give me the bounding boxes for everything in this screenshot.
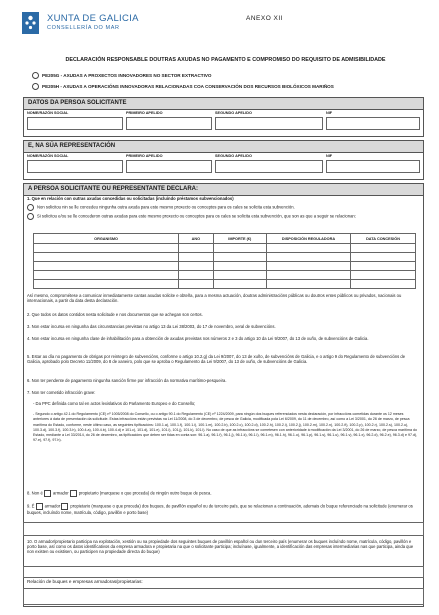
relation-input[interactable]: [23, 588, 424, 605]
commitment-text: Así mesmo, comprométese a comunicar inmediatamente cantas axudas solicite e obteña, para a mesma actuación, doutras administracións públicas ou doutros entes públicos ou privados, nacionais ou internacionais, a partir da data desta declaración.: [27, 293, 402, 304]
propietario-checkbox[interactable]: [70, 490, 77, 497]
declaration-item-3: 3. Non estar incursa en ningunha das circunstancias previstas no artigo 13 da Lei 38/2003, do 17 de novembro, xeral de subvencións.: [27, 324, 276, 329]
form-title: DECLARACIÓN RESPONSABLE DOUTRAS AXUDAS NO PAGAMENTO E COMPROMISO DO REQUISITO DE ADMISIBILIDADE: [65, 57, 386, 63]
checkbox-label: armador: [44, 503, 61, 509]
checkbox-label: propietario: [78, 490, 99, 496]
field-label: NOME/RAZÓN SOCIAL: [27, 111, 69, 115]
field-label: SEGUNDO APELIDO: [215, 154, 252, 158]
table-row[interactable]: [34, 280, 416, 289]
radio-icon[interactable]: [32, 83, 39, 90]
item-text: (marquese o que proceda) de ningún outro buque de pesca.: [99, 490, 212, 496]
propietario-checkbox[interactable]: [61, 503, 68, 510]
radio-icon[interactable]: [27, 204, 34, 211]
table-header: DATA CONCESIÓN: [351, 234, 416, 244]
declaration-item-8: [27, 490, 420, 497]
rep-nif-field[interactable]: [326, 160, 420, 173]
declaration-item-4: 4. Non estar incursa en ningunha clase de inhabilitación para a obtención de axudas previstas nos números 2 e 3 do artigo 10 da Lei 9/2007, do 13 de xuño, de subvencións de Galicia.: [27, 336, 369, 341]
field-label: SEGUNDO APELIDO: [215, 111, 252, 115]
section-heading: E, NA SÚA REPRESENTACIÓN: [24, 141, 423, 153]
vessels-input[interactable]: [23, 522, 424, 536]
second-surname-field[interactable]: [215, 117, 323, 130]
item-text: 9. É: [27, 503, 35, 509]
procedure-option-2[interactable]: [32, 83, 334, 90]
participation-input[interactable]: [23, 566, 424, 578]
declaration-item-1: 1. Que en relación con outras axudas concedidas ou solicitadas (incluíndo préstamos subvencionados): [27, 196, 234, 201]
declaration-item-1a: [27, 204, 420, 211]
rep-second-surname-field[interactable]: [215, 160, 323, 173]
procedure-option-1[interactable]: [32, 72, 212, 79]
table-header: ANO: [179, 234, 213, 244]
radio-icon[interactable]: [27, 213, 34, 220]
relation-label: Relación de buques e empresas armadoras/propietarias:: [27, 579, 143, 584]
item-text: 8. Non é: [27, 490, 43, 496]
table-row[interactable]: [34, 271, 416, 280]
checkbox-label: armador: [53, 490, 69, 496]
option-text: Non solicitou nin se lle concedeu ningunha outra axuda para este mesmo proxecto ou conceptos para os cales se solicita esta subvención.: [37, 204, 295, 210]
first-surname-field[interactable]: [126, 117, 212, 130]
table-header: DISPOSICIÓN REGULADORA: [267, 234, 351, 244]
table-row[interactable]: [34, 262, 416, 271]
rep-name-field[interactable]: [27, 160, 123, 173]
radio-icon[interactable]: [32, 72, 39, 79]
declaration-item-9: [27, 503, 420, 515]
table-row[interactable]: [34, 244, 416, 253]
rep-first-surname-field[interactable]: [126, 160, 212, 173]
field-label: NOME/RAZÓN SOCIAL: [27, 154, 69, 158]
declaration-item-7: 7. Non ter cometido infracción grave:: [27, 390, 96, 395]
name-field[interactable]: [27, 117, 123, 130]
other-aid-table: [33, 233, 416, 289]
armador-checkbox[interactable]: [44, 490, 51, 497]
declaration-item-5: 5. Estar ao día no pagamento de obrigas por reintegro de subvencións, conforme o artigo 10.2.g) da Lei 9/2007, do 13 de xuño, de subvencións de Galicia, e o artigo 9 do Regulamento de subvencións de Galicia, aprobado polo Decreto 11/2009, do 8 de xaneiro, polo que se aproba o Regulamento da Lei 9/2007, do 13 de xuño, de subvencións de Galicia.: [27, 354, 406, 365]
field-label: NIF: [326, 154, 333, 158]
item-text: (marquese o que proceda) dos buques, de pavillón español ou de terceiro país, que se relacionan a continuación, ademais do buque referenciado na solicitude (enumerar os buques, incluíndo nome, matrícula, código, pavillón e porto base): [27, 503, 413, 515]
nif-field[interactable]: [326, 117, 420, 130]
table-header: IMPORTE (€): [213, 234, 266, 244]
field-label: PRIMEIRO APELIDO: [126, 154, 163, 158]
applicant-section: [23, 97, 424, 137]
representative-section: [23, 140, 424, 180]
declaration-item-10: 10. O armador/propietario participa na explotación, xestión ou na propiedade dos seguintes buques de pavillón español ou dun terceiro país (enumerar os buques incluíndo nome, matrícula, código, pavillón e porto base, así como os datos identificativos da empresa armadora e propietaria na que o solicitante participa; incluínase, igualmente, a identificación das empresas intermediarias nas que participa, ainda que non existen ou existisen, ou participen na propiedade directa do buque): [27, 539, 414, 555]
field-label: NIF: [326, 111, 333, 115]
brand-department: CONSELLERÍA DO MAR: [47, 25, 120, 31]
table-row[interactable]: [34, 253, 416, 262]
procedure-label: PE205H - AXUDAS A OPERACIÓNS INNOVADORAS RELACIONADAS COA CONSERVACIÓN DOS RECURSOS BIOLÓXICOS MARIÑOS: [42, 84, 334, 89]
annex-label: ANEXO XII: [246, 15, 284, 22]
field-label: PRIMEIRO APELIDO: [126, 111, 163, 115]
declaration-item-6: 6. Non ter pendente de pagamento ningunha sanción firme por infracción da normativa marítimo-pesqueira.: [27, 378, 227, 383]
table-header: ORGANISMO: [34, 234, 179, 244]
section-heading: DATOS DA PERSOA SOLICITANTE: [24, 98, 423, 110]
armador-checkbox[interactable]: [36, 503, 43, 510]
xunta-logo-icon: [22, 12, 39, 34]
brand-name: XUNTA DE GALICIA: [47, 13, 139, 24]
option-text: Si solicitou e/ou se lle concederon outras axudas para este mesmo proxecto ou conceptos para os cales se solicita esta subvención, que son as que a seguir se relacionan:: [37, 213, 356, 219]
declaration-item-7b: - Segundo o artigo 42.1 do Regulamento (CE) nº 1005/2008 do Consello, ou o artigo 90.1 do Regulamento (CE) nº 1224/2009, para ningún dos buques referenciados nesta declaración, por infraccións cometidas durante os 12 meses anteriores á data de presentación da solicitude. Estas infraccións están previstas na Lei 11/2008, do 3 de decembro, de pesca de Galicia, modificada pola Lei 6/2009, do 11 de decembro, así como a Lei 3/2001, do 26 de marzo, de pesca marítima do Estado, conforme, neste último caso, as seguintes tipificacións: 100.1.a), 100.1.f), 100.1.i), 100.1.m), 100.2.b), 100.2.c), 100.2.d), 100.2.h), 100.2.i), 100.2.j), 100.2.m), 100.2.n), 100.2.ñ), 100.2.p), 100.2.r), 100.2.s), 100.2.u), 100.3.d), 100.3.f), 100.3.h), 100.4.a), 100.4.b), 100.4.d) e 101.c), 101.d), 101.e), 101.i), 101.j), 101.k), 101.l). No caso de que as infraccións se cometesen con anterioridade á modificación da Lei 3/2001, do 26 de marzo, de pesca marítima do Estado, mediante a Lei 33/2014, do 26 de decembro, as tipificacións que deben ser tidas en conta son: 96.1.a), 96.1.f), 96.1.j), 96.1.k), 96.1.l), 96.1.m), 96.1.h), 96.1.o), 96.1.p), 96.1.s), 96.1.u), 96.1.v), 96.1.x), 96.2.d), 96.2.e), 96.3.d) e 97.d), 97.e), 97.f), 97.h).: [33, 412, 418, 443]
procedure-label: PE205G - AXUDAS A PROXECTOS INNOVADORES NO SECTOR EXTRACTIVO: [42, 73, 212, 78]
checkbox-label: propietario: [70, 503, 91, 509]
declaration-item-1b: [27, 213, 417, 220]
declaration-item-2: 2. Que todos os datos contidos nesta solicitude e nos documentos que se achegan son certos.: [27, 312, 203, 317]
section-heading: A PERSOA SOLICITANTE OU REPRESENTANTE DECLARA:: [24, 184, 423, 196]
declaration-item-7a: - Da PPC definida como tal en actos lexislativos do Parlamento Europeo e do Consello;: [33, 401, 196, 406]
